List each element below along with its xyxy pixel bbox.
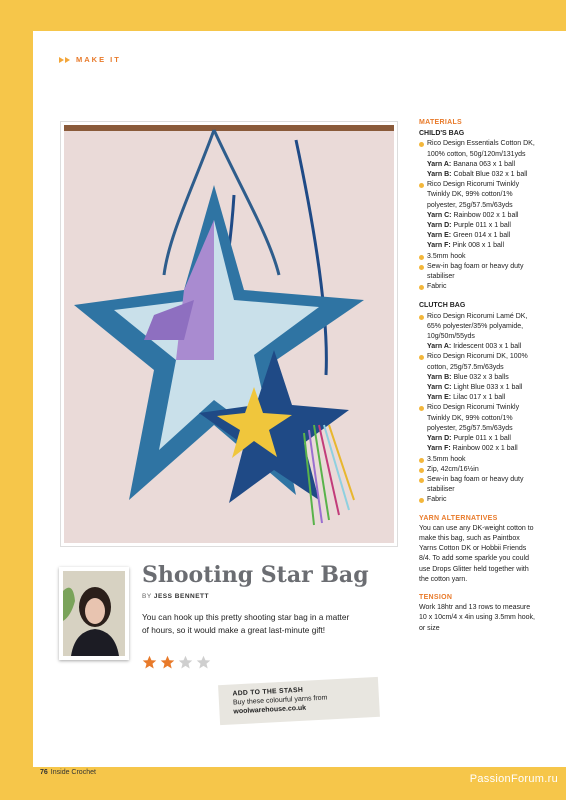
material-item: 3.5mm hook [419, 455, 539, 465]
page-number: 76 [40, 769, 48, 776]
yarn-line: Yarn A: Banana 063 x 1 ball [427, 160, 516, 168]
stash-line: Buy these colourful yarns from [232, 694, 328, 707]
bullet-icon [419, 255, 424, 260]
yarn-line: Yarn F: Rainbow 002 x 1 ball [427, 445, 518, 453]
bullet-icon [419, 355, 424, 360]
material-item: Rico Design Ricorumi DK, 100% cotton, 25g/57.5m/63yds [419, 352, 539, 372]
yarn-line: Yarn A: Iridescent 003 x 1 ball [427, 343, 522, 351]
bullet-icon [419, 315, 424, 320]
section-label: MAKE IT [59, 55, 121, 64]
star-filled-icon [160, 655, 175, 670]
material-item: Zip, 42cm/16½in [419, 465, 539, 475]
clutch-bag-list [419, 312, 539, 506]
bullet-icon [419, 285, 424, 290]
yarn-line: Yarn E: Green 014 x 1 ball [427, 232, 511, 240]
material-item: Rico Design Essentials Cotton DK, 100% cotton, 50g/120m/131yds [419, 139, 539, 159]
magazine-name: Inside Crochet [50, 769, 96, 776]
byline: BY JESS BENNETT [142, 593, 209, 600]
bullet-icon [419, 468, 424, 473]
article-title: Shooting Star Bag [142, 562, 369, 588]
arrow-icon [59, 57, 64, 63]
author-name: JESS BENNETT [153, 593, 209, 600]
star-empty-icon [178, 655, 193, 670]
stash-heading: ADD TO THE STASH [232, 686, 304, 698]
tension-heading: TENSION [419, 593, 453, 601]
material-item: Sew-in bag foam or heavy duty stabiliser [419, 475, 539, 495]
yarn-line: Yarn F: Pink 008 x 1 ball [427, 242, 505, 250]
material-item: Fabric [419, 282, 539, 292]
yarn-line: Yarn C: Light Blue 033 x 1 ball [427, 384, 523, 392]
arrow-icon [65, 57, 70, 63]
bullet-icon [419, 498, 424, 503]
yarn-line: Yarn B: Cobalt Blue 032 x 1 ball [427, 171, 528, 179]
stash-note [218, 677, 380, 725]
materials-column [419, 118, 539, 634]
difficulty-rating [142, 655, 211, 670]
material-item: Rico Design Ricorumi Twinkly Twinkly DK, 99% cotton/1% polyester, 25g/57.5m/63yds [419, 403, 539, 434]
bags-photo [61, 122, 397, 546]
bullet-icon [419, 183, 424, 188]
yarn-line: Yarn C: Rainbow 002 x 1 ball [427, 211, 519, 219]
material-item: Sew-in bag foam or heavy duty stabiliser [419, 262, 539, 282]
tension-text: Work 18htr and 13 rows to measure 10 x 10cm/4 x 4in using 3.5mm hook, or size [419, 604, 535, 632]
yarn-alternatives-heading: YARN ALTERNATIVES [419, 514, 498, 522]
watermark: PassionForum.ru [469, 773, 558, 785]
yarn-line: Yarn B: Blue 032 x 3 balls [427, 373, 509, 381]
magazine-page [33, 31, 566, 767]
stash-link: woolwarehouse.co.uk [233, 704, 307, 716]
bullet-icon [419, 265, 424, 270]
bullet-icon [419, 458, 424, 463]
yarn-line: Yarn E: Lilac 017 x 1 ball [427, 394, 506, 402]
bullet-icon [419, 406, 424, 411]
child-bag-list [419, 139, 539, 292]
material-item: Rico Design Ricorumi Lamé DK, 65% polyester/35% polyamide, 10g/50m/55yds [419, 312, 539, 343]
child-bag-heading: CHILD'S BAG [419, 130, 465, 138]
material-item: Rico Design Ricorumi Twinkly Twinkly DK, 99% cotton/1% polyester, 25g/57.5m/63yds [419, 180, 539, 211]
bullet-icon [419, 478, 424, 483]
star-empty-icon [196, 655, 211, 670]
folio [40, 769, 96, 776]
materials-heading: MATERIALS [419, 119, 463, 126]
material-item: 3.5mm hook [419, 252, 539, 262]
yarn-line: Yarn D: Purple 011 x 1 ball [427, 222, 511, 230]
yarn-alternatives-text: You can use any DK-weight cotton to make this bag, such as Paintbox Yarns Cotton DK or Hobbii Friends 8/4. To add some sparkle you could use Drops Glitter held together with the cotton yarn. [419, 524, 534, 583]
intro-text: You can hook up this pretty shooting star bag in a matter of hours, so it would make a great last-minute gift! [142, 612, 350, 635]
author-photo [59, 567, 129, 660]
yarn-line: Yarn D: Purple 011 x 1 ball [427, 435, 511, 443]
bullet-icon [419, 142, 424, 147]
clutch-bag-heading: CLUTCH BAG [419, 302, 466, 310]
material-item: Fabric [419, 495, 539, 505]
star-filled-icon [142, 655, 157, 670]
